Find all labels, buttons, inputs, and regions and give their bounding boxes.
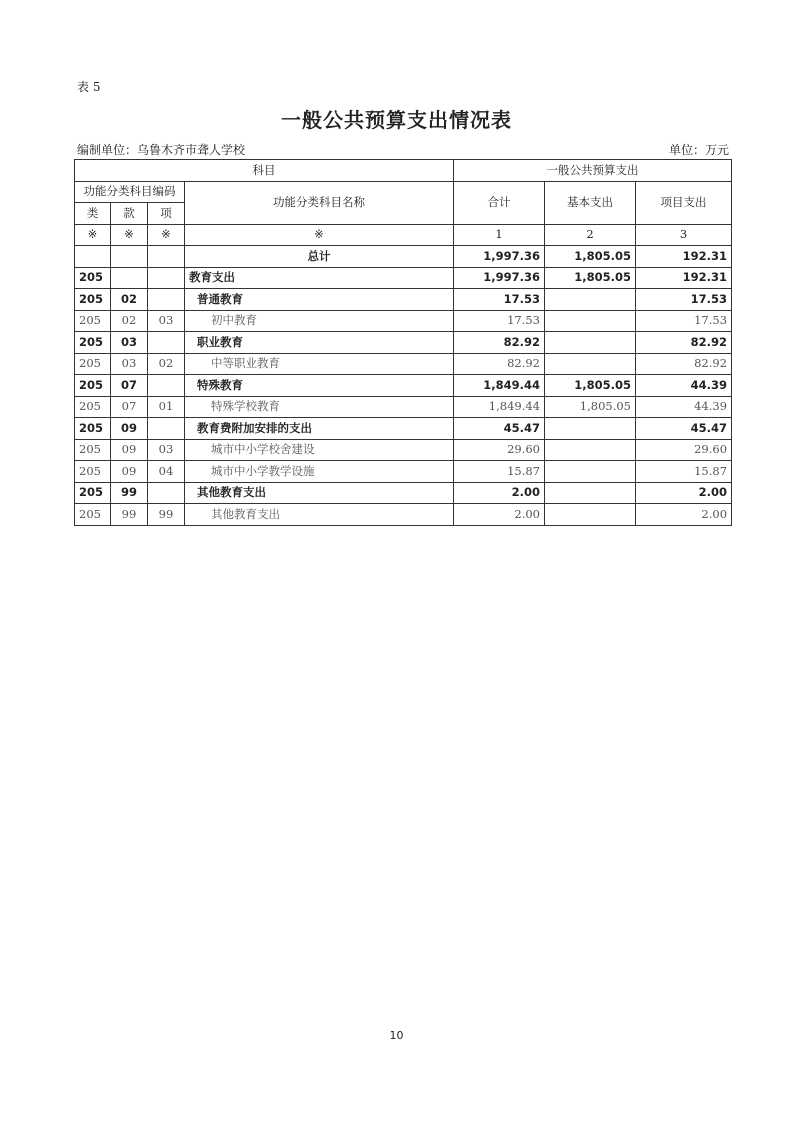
marker-cell: ※ xyxy=(185,224,454,246)
xiang-cell xyxy=(148,246,185,268)
kuan-cell: 99 xyxy=(111,504,148,526)
table-row xyxy=(75,439,732,461)
project-cell: 17.53 xyxy=(636,310,732,332)
column-index-3: 3 xyxy=(636,224,732,246)
xiang-cell xyxy=(148,289,185,311)
table-row xyxy=(75,310,732,332)
marker-cell: ※ xyxy=(75,224,111,246)
xiang-cell: 03 xyxy=(148,310,185,332)
table-row xyxy=(75,482,732,504)
basic-cell xyxy=(545,289,636,311)
page-number: 10 xyxy=(389,1029,404,1042)
basic-cell xyxy=(545,418,636,440)
kuan-cell: 02 xyxy=(111,310,148,332)
kuan-cell: 07 xyxy=(111,375,148,397)
xiang-cell xyxy=(148,332,185,354)
name-cell: 初中教育 xyxy=(185,310,454,332)
unit-label: 单位：万元 xyxy=(668,143,729,157)
column-index-1: 1 xyxy=(454,224,545,246)
table-row xyxy=(75,289,732,311)
kuan-cell: 03 xyxy=(111,353,148,375)
name-cell: 其他教育支出 xyxy=(185,482,454,504)
xiang-cell: 03 xyxy=(148,439,185,461)
budget-expenditure-table xyxy=(74,159,732,526)
project-column-header: 项目支出 xyxy=(636,181,732,224)
name-cell: 其他教育支出 xyxy=(185,504,454,526)
project-cell: 2.00 xyxy=(636,504,732,526)
kuan-cell xyxy=(111,267,148,289)
name-cell: 职业教育 xyxy=(185,332,454,354)
basic-column-header: 基本支出 xyxy=(545,181,636,224)
basic-cell: 1,805.05 xyxy=(545,267,636,289)
basic-cell xyxy=(545,439,636,461)
name-cell: 教育费附加安排的支出 xyxy=(185,418,454,440)
xiang-cell: 99 xyxy=(148,504,185,526)
basic-cell xyxy=(545,353,636,375)
project-cell: 45.47 xyxy=(636,418,732,440)
basic-cell xyxy=(545,504,636,526)
lei-cell: 205 xyxy=(75,289,111,311)
kuan-cell xyxy=(111,246,148,268)
basic-cell xyxy=(545,310,636,332)
table-row xyxy=(75,504,732,526)
total-cell: 82.92 xyxy=(454,332,545,354)
table-row xyxy=(75,332,732,354)
name-column-header: 功能分类科目名称 xyxy=(185,181,454,224)
organization-label: 编制单位：乌鲁木齐市聋人学校 xyxy=(77,143,246,157)
name-cell: 中等职业教育 xyxy=(185,353,454,375)
lei-cell: 205 xyxy=(75,267,111,289)
project-cell: 44.39 xyxy=(636,396,732,418)
total-cell: 45.47 xyxy=(454,418,545,440)
project-cell: 44.39 xyxy=(636,375,732,397)
project-cell: 29.60 xyxy=(636,439,732,461)
code-group-header: 功能分类科目编码 xyxy=(75,181,185,203)
project-cell: 82.92 xyxy=(636,332,732,354)
budget-group-header: 一般公共预算支出 xyxy=(454,160,732,182)
kuan-cell: 02 xyxy=(111,289,148,311)
lei-cell: 205 xyxy=(75,439,111,461)
name-cell: 城市中小学校舍建设 xyxy=(185,439,454,461)
total-cell: 1,849.44 xyxy=(454,375,545,397)
total-cell: 82.92 xyxy=(454,353,545,375)
total-cell: 1,997.36 xyxy=(454,246,545,268)
basic-cell xyxy=(545,482,636,504)
xiang-cell: 02 xyxy=(148,353,185,375)
total-cell: 2.00 xyxy=(454,504,545,526)
header-row-1 xyxy=(75,160,732,182)
kuan-cell: 09 xyxy=(111,461,148,483)
xiang-column-header: 项 xyxy=(148,203,185,225)
header-row-index xyxy=(75,224,732,246)
table-row xyxy=(75,461,732,483)
total-cell: 1,997.36 xyxy=(454,267,545,289)
lei-cell: 205 xyxy=(75,353,111,375)
lei-cell: 205 xyxy=(75,375,111,397)
header-row-2 xyxy=(75,181,732,203)
name-cell: 特殊学校教育 xyxy=(185,396,454,418)
project-cell: 2.00 xyxy=(636,482,732,504)
lei-cell: 205 xyxy=(75,310,111,332)
table-row-total xyxy=(75,246,732,268)
marker-cell: ※ xyxy=(148,224,185,246)
basic-cell: 1,805.05 xyxy=(545,246,636,268)
xiang-cell xyxy=(148,375,185,397)
basic-cell xyxy=(545,332,636,354)
lei-cell: 205 xyxy=(75,461,111,483)
kuan-cell: 09 xyxy=(111,439,148,461)
xiang-cell xyxy=(148,267,185,289)
kuan-cell: 99 xyxy=(111,482,148,504)
name-cell: 普通教育 xyxy=(185,289,454,311)
marker-cell: ※ xyxy=(111,224,148,246)
table-row xyxy=(75,353,732,375)
basic-cell: 1,805.05 xyxy=(545,396,636,418)
total-cell: 15.87 xyxy=(454,461,545,483)
project-cell: 192.31 xyxy=(636,246,732,268)
lei-cell: 205 xyxy=(75,418,111,440)
name-cell: 总计 xyxy=(185,246,454,268)
table-row xyxy=(75,396,732,418)
lei-cell: 205 xyxy=(75,504,111,526)
xiang-cell: 01 xyxy=(148,396,185,418)
table-row xyxy=(75,418,732,440)
total-cell: 17.53 xyxy=(454,310,545,332)
kuan-column-header: 款 xyxy=(111,203,148,225)
total-cell: 2.00 xyxy=(454,482,545,504)
xiang-cell xyxy=(148,418,185,440)
project-cell: 17.53 xyxy=(636,289,732,311)
kuan-cell: 03 xyxy=(111,332,148,354)
project-cell: 192.31 xyxy=(636,267,732,289)
project-cell: 82.92 xyxy=(636,353,732,375)
total-cell: 29.60 xyxy=(454,439,545,461)
xiang-cell xyxy=(148,482,185,504)
lei-cell: 205 xyxy=(75,396,111,418)
table-number-label: 表 5 xyxy=(77,80,101,94)
project-cell: 15.87 xyxy=(636,461,732,483)
total-cell: 1,849.44 xyxy=(454,396,545,418)
lei-column-header: 类 xyxy=(75,203,111,225)
basic-cell: 1,805.05 xyxy=(545,375,636,397)
table-row xyxy=(75,375,732,397)
total-cell: 17.53 xyxy=(454,289,545,311)
subject-header: 科目 xyxy=(75,160,454,182)
lei-cell: 205 xyxy=(75,332,111,354)
name-cell: 特殊教育 xyxy=(185,375,454,397)
table-row xyxy=(75,267,732,289)
kuan-cell: 09 xyxy=(111,418,148,440)
lei-cell: 205 xyxy=(75,482,111,504)
document-title: 一般公共预算支出情况表 xyxy=(281,108,512,132)
column-index-2: 2 xyxy=(545,224,636,246)
lei-cell xyxy=(75,246,111,268)
name-cell: 教育支出 xyxy=(185,267,454,289)
total-column-header: 合计 xyxy=(454,181,545,224)
basic-cell xyxy=(545,461,636,483)
xiang-cell: 04 xyxy=(148,461,185,483)
name-cell: 城市中小学教学设施 xyxy=(185,461,454,483)
kuan-cell: 07 xyxy=(111,396,148,418)
